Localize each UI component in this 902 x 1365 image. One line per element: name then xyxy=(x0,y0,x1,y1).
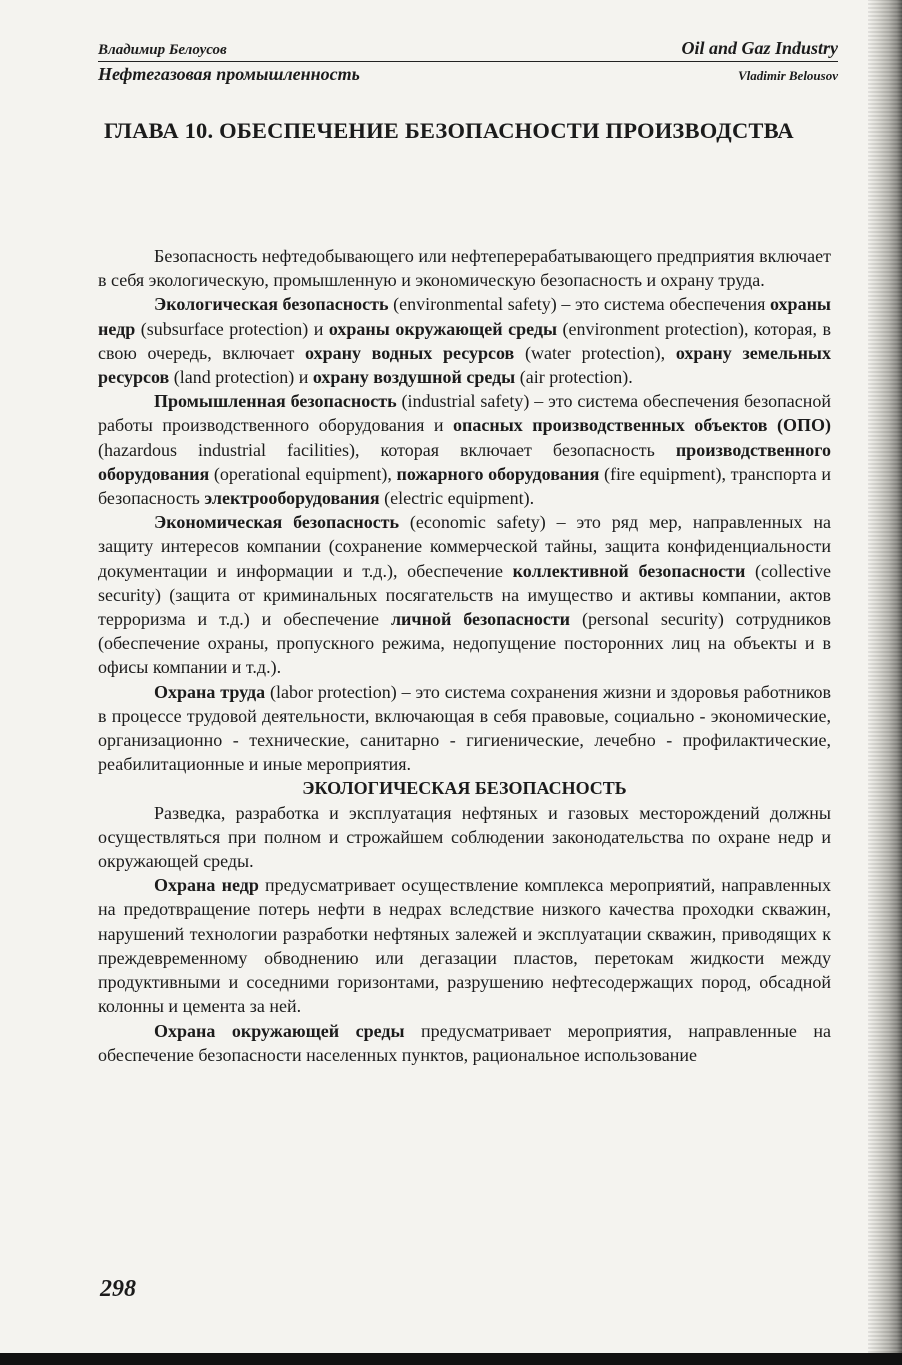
term: пожарного оборудования xyxy=(396,463,600,484)
header-author-ru: Владимир Белоусов xyxy=(98,42,227,58)
text-run: (electric equipment). xyxy=(379,488,535,509)
header-title-ru: Нефтегазовая промышленность xyxy=(98,64,360,84)
paragraph-industrial-safety xyxy=(98,389,831,510)
text-run: предусматривает мероприятия, направленные на обеспечение безопасности населенных пунктов, рациональное использование xyxy=(98,1020,831,1065)
term: Экологическая безопасность xyxy=(154,294,389,315)
running-header xyxy=(98,38,838,85)
term: Экономическая безопасность xyxy=(154,512,400,533)
text-run: (personal security) сотрудников (обеспечение охраны, пропускного режима, недопущение посторонних лиц на объекты и в офисы компании и т.д.). xyxy=(98,609,831,678)
paragraph-ecological-safety xyxy=(98,292,831,389)
text-run: (subsurface protection) и xyxy=(135,318,329,339)
text-run: предусматривает осуществление комплекса мероприятий, направленных на предотвращение потерь нефти в недрах вследствие низкого качества проходки скважин, нарушений технологии разработки нефтяных залежей и эксплуатации скважин, приводящих к преждевременному обводнению или дегазации пластов, перетокам жидкости между продуктивными и соседними горизонтами, разрушению нефтесодержащих пород, обсадной колонны и цемента за ней. xyxy=(98,875,832,1017)
term: Охрана труда xyxy=(154,681,266,702)
text-run: (economic safety) – это ряд мер, направленных на защиту интересов компании (сохранение коммерческой тайны, защита конфиденциальности документации и информации и т.д.), обеспечение xyxy=(98,512,831,581)
term: охрану воздушной среды xyxy=(312,367,516,388)
paragraph-labor-protection xyxy=(98,680,831,777)
header-bottom-row xyxy=(98,64,838,85)
term: охрану земельных ресурсов xyxy=(98,342,831,388)
paragraph-intro: Безопасность нефтедобывающего или нефтеперерабатывающего предприятия включает в себя экологическую, промышленную и экономическую безопасность и охрану труда. xyxy=(98,246,831,291)
body-text xyxy=(98,244,831,1067)
chapter-title: ГЛАВА 10. ОБЕСПЕЧЕНИЕ БЕЗОПАСНОСТИ ПРОИЗВОДСТВА xyxy=(104,118,794,143)
text-run: (land protection) и xyxy=(169,367,313,388)
term: охрану водных ресурсов xyxy=(305,342,515,363)
header-rule xyxy=(98,61,838,62)
term: производственного оборудования xyxy=(98,439,831,484)
text-run: (water protection), xyxy=(514,342,676,363)
term: опасных производственных объектов (ОПО) xyxy=(453,415,832,436)
bottom-border xyxy=(0,1353,902,1365)
text-run: (industrial safety) – это система обеспечения безопасной работы производственного оборудования и xyxy=(98,391,831,436)
paragraph-environment-protection xyxy=(98,1019,831,1067)
term: охраны недр xyxy=(98,294,831,339)
text-run: (labor protection) – это система сохранения жизни и здоровья работников в процессе трудовой деятельности, включающая в себя правовые, социально - экономические, организационно - технические, санитарно - гигиенические, лечебно - профилактические, реабилитационные и иные мероприятия. xyxy=(98,681,831,775)
paragraph-economic-safety xyxy=(98,510,831,679)
page-number: 298 xyxy=(100,1276,136,1302)
section-title: ЭКОЛОГИЧЕСКАЯ БЕЗОПАСНОСТЬ xyxy=(302,778,627,799)
term: Охрана недр xyxy=(154,875,259,896)
text-run: (hazardous industrial facilities), которая включает безопасность xyxy=(98,439,676,460)
header-title-en: Oil and Gaz Industry xyxy=(681,38,838,58)
text-run: (air protection). xyxy=(515,367,633,388)
term: охраны окружающей среды xyxy=(328,318,558,339)
paragraph-subsurface-protection xyxy=(98,873,831,1018)
header-top-row xyxy=(98,38,838,59)
term: коллективной безопасности xyxy=(512,560,746,581)
term: электрооборудования xyxy=(204,488,380,509)
header-author-en: Vladimir Belousov xyxy=(737,68,838,83)
paragraph-exploration: Разведка, разработка и эксплуатация нефтяных и газовых месторождений должны осуществляться при полном и строжайшем соблюдении законодательства по охране недр и окружающей среды. xyxy=(98,802,831,872)
term: Охрана окружающей среды xyxy=(154,1020,405,1041)
text-run: (collective security) (защита от криминальных посягательств на имущество и активы компании, актов терроризма и т.д.) и обеспечение xyxy=(98,560,831,630)
term: Промышленная безопасность xyxy=(154,391,397,412)
text-run: (environment protection), которая, в свою очередь, включает xyxy=(98,318,831,363)
text-run: (environmental safety) – это система обеспечения xyxy=(388,294,770,315)
text-run: (operational equipment), xyxy=(209,463,397,484)
page-edge-shadow xyxy=(868,0,902,1365)
term: личной безопасности xyxy=(390,609,571,630)
text-run: (fire equipment), транспорта и безопасность xyxy=(98,463,832,509)
